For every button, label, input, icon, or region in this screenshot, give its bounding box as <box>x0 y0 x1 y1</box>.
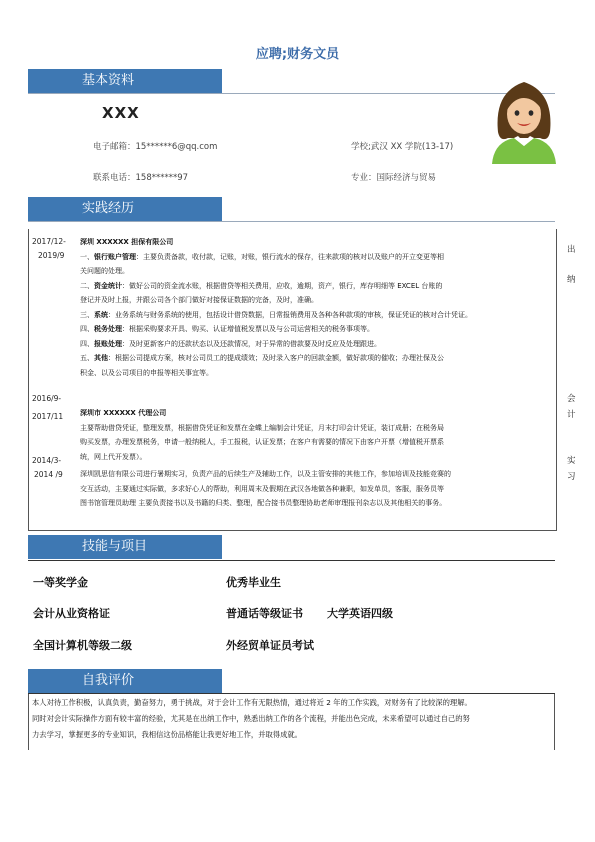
divider <box>28 221 555 222</box>
divider <box>554 694 555 750</box>
major-field: 专业：国际经济与贸易 <box>351 173 437 183</box>
exp-line: 统，网上代开发票）。 <box>80 452 147 461</box>
exp-line: 主要帮助借贷凭证，整理发票，根据借贷凭证和发票在金蝶上编制会计凭证，月末打印会计凭证，装订成册；在税务局 <box>80 423 444 432</box>
exp2-date: 2016/9- 2017/11 <box>32 394 64 421</box>
skill-item: 全国计算机等级二级 <box>33 639 132 652</box>
exp-line: 深圳凯思信有限公司进行暑期实习，负责产品的后续生产及辅助工作，以及主管安排的其他工作，参加培训及技能竞赛的 <box>80 470 451 478</box>
exp-line: 购买发票，办理发票税务，申请一般纳税人，手工报税，认证发票；在客户有需要的情况下由客户开票（增值税开票系 <box>80 438 444 446</box>
skill-item: 外经贸单证员考试 <box>226 639 314 652</box>
exp1-date: 2017/12- 2019/9 <box>32 237 66 260</box>
skill-item: 优秀毕业生 <box>226 576 281 589</box>
skill-item: 大学英语四级 <box>327 607 393 620</box>
section-header-experience: 实践经历 <box>28 197 222 221</box>
exp3-date: 2014/3- 2014 /9 <box>32 456 63 479</box>
skill-item: 普通话等级证书 <box>226 607 303 620</box>
divider <box>28 694 29 750</box>
divider <box>28 93 555 94</box>
self-evaluation: 本人对待工作积极，认真负责，勤奋努力，勇于挑战，对于会计工作有无限热情，通过将近 2 年的工作实践，对财务有了比较深的理解。 同时对会计实际操作方面有较丰富的经验，尤其是在出纳工作中，熟悉出纳工作的各个流程，并能出色完成，未来希望可以通过自己的努 力去学习，掌握更多的专业知识，我相信这份品格能让我更好地工作，并取得成就。 <box>32 698 472 739</box>
email-field: 电子邮箱：15******6@qq.com <box>93 142 218 152</box>
skill-item: 会计从业资格证 <box>33 607 110 620</box>
exp-line: 交互活动，主要通过实际做，多求好心人的帮助，利用周末及假期在武汉各地做各种兼职，如发单员，客服，服务员等 <box>80 484 444 493</box>
exp3-content <box>80 467 550 511</box>
exp-line: 图书馆管理员助理 主要负责接书以及书籍的归类、整理，配合接书员整理协助老师审理报刊杂志以及其他相关的事务。 <box>80 499 447 507</box>
section-header-self-eval: 自我评价 <box>28 669 222 693</box>
exp2-company: 深圳市 XXXXXX 代理公司 <box>80 409 167 417</box>
section-header-skills: 技能与项目 <box>28 535 222 559</box>
exp-line: 五、其他：根据公司提成方案，核对公司员工的提成绩效；及时录入客户的回款金额，做好款项的催收；办理社保及公 <box>80 354 444 362</box>
school-field: 学校;武汉 XX 学院(13-17) <box>351 142 454 152</box>
exp2-role: 会 计 <box>567 394 576 420</box>
avatar <box>488 72 560 164</box>
exp2-content <box>80 406 550 464</box>
skill-item: 一等奖学金 <box>33 576 88 589</box>
divider <box>28 693 555 694</box>
exp-line: 四、报账处理：及时更新客户的还款状态以及还款情况，对于异常的借款要及时反应及处理跟进。 <box>80 339 381 348</box>
phone-field: 联系电话：158******97 <box>93 173 189 183</box>
exp1-content <box>80 235 550 380</box>
page-title: 应聘;财务文员 <box>255 47 340 62</box>
section-header-basic: 基本资料 <box>28 69 222 93</box>
exp-line: 积金、以及公司项目的申报等相关事宜等。 <box>80 368 213 377</box>
exp-line: 三、系统：业务系统与财务系统的使用，包括设计借贷数据，日常报销费用及各种各种款项的审核，保证凭证的核对合计凭证。 <box>80 310 472 319</box>
exp1-company: 深圳 XXXXXX 担保有限公司 <box>80 238 174 246</box>
candidate-name: XXX <box>102 104 140 122</box>
exp1-role: 出 纳 <box>567 245 576 285</box>
exp3-role: 实 习 <box>567 456 576 482</box>
exp-line: 登记并及时上报，并跟公司各个部门做好对接保证数据的完备，及时，准确。 <box>80 296 318 304</box>
exp-line: 四、税务处理：根据采购要求开具、购买、认证增值税发票以及与公司运营相关的税务事项等。 <box>80 325 374 333</box>
divider <box>28 560 555 561</box>
exp-line: 关问题的处理。 <box>80 267 129 275</box>
exp-line: 二、资金统计：做好公司的资金流水账，根据借贷等相关费用，应收，逾期，资产，银行，库存明细等 EXCEL 台账的 <box>80 281 443 290</box>
exp-line: 一、银行账户管理：主要负责备款，收付款，记账，对账，银行流水的保存，往来款项的核对以及账户的开立变更等相 <box>80 252 444 261</box>
